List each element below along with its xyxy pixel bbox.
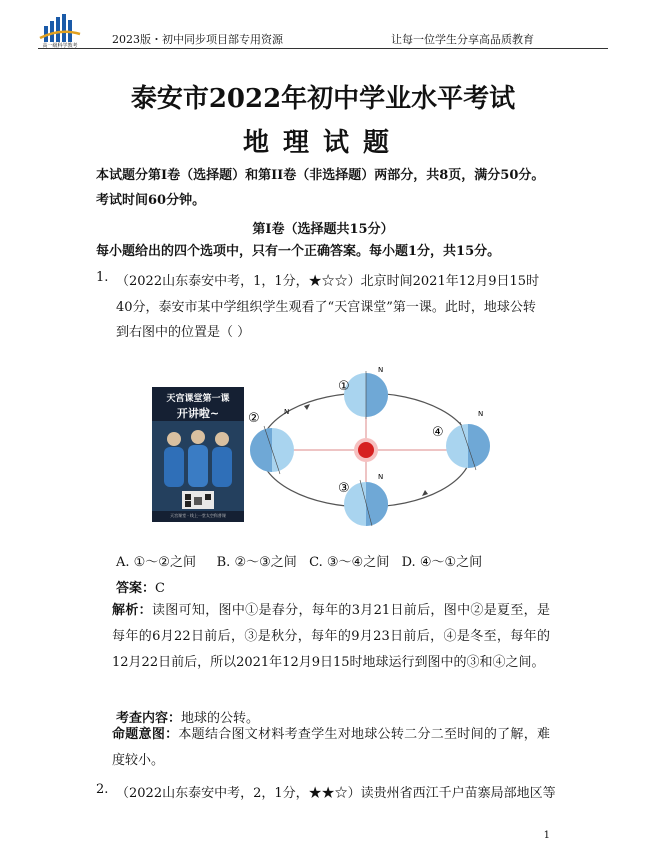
- photo-footer: 天宫课堂 · 线上一堂太空科普课: [170, 513, 226, 518]
- analysis-text: 读图可知，图中①是春分，每年的3月21日前后，图中②是夏至，是每年的6月22日前后，③是秋分，每年的9月23日前后，④是冬至，每年的12月22日前后，所以2021年12月9日15时地球运行到图中的③和④之间。: [112, 603, 550, 670]
- answer-value: C: [155, 581, 165, 596]
- page-number: 1: [543, 830, 550, 841]
- analysis-label: 解析：: [112, 603, 152, 618]
- q1-line1: （2022山东泰安中考，1，1分，★☆☆）北京时间2021年12月9日15时: [116, 274, 540, 289]
- q1-number: 1.: [96, 270, 109, 285]
- q1-options: A. ①～②之间 B. ②～③之间 C. ③～④之间 D. ④～①之间: [116, 555, 483, 570]
- content-text: 地球的公转。: [181, 711, 260, 726]
- orbit-label-1: ①: [338, 379, 350, 394]
- header-divider: [38, 48, 608, 49]
- earth-orbit-diagram: [244, 366, 500, 526]
- section-instruction: 每小题给出的四个选项中，只有一个正确答案。每小题1分，共15分。: [96, 244, 501, 259]
- earth-position-3: [344, 480, 388, 526]
- q2-number: 2.: [96, 782, 109, 797]
- earth-position-4: [446, 422, 490, 470]
- content-label: 考查内容：: [116, 711, 182, 726]
- q1-line3: 到右图中的位置是（ ）: [116, 325, 251, 340]
- north-label-4: N: [478, 410, 484, 418]
- north-label-3: N: [378, 473, 384, 481]
- intent-label: 命题意图：: [112, 727, 179, 742]
- header-right-text: 让每一位学生分享高品质教育: [391, 33, 534, 46]
- q1-line2: 40分，泰安市某中学组织学生观看了“天宫课堂”第一课。此时，地球公转: [116, 300, 536, 315]
- photo-banner: 天宫课堂第一课: [166, 394, 230, 404]
- header-left-text: 2023版・初中同步项目部专用资源: [112, 33, 283, 46]
- astronauts-image: [152, 421, 244, 511]
- tiangong-class-photo: [152, 387, 244, 522]
- orbit-label-2: ②: [248, 411, 260, 426]
- page-header: [0, 0, 646, 52]
- earth-position-1: [344, 371, 388, 419]
- q1-answer: [116, 577, 165, 596]
- north-label-2: N: [284, 408, 290, 416]
- intent-text: 本题结合图文材料考查学生对地球公转二分二至时间的了解，难度较小。: [112, 727, 550, 768]
- earth-position-2: [250, 426, 294, 474]
- q1-intent: [112, 722, 550, 774]
- orbit-label-3: ③: [338, 481, 350, 496]
- orbit-label-4: ④: [432, 425, 444, 440]
- q1-analysis: [112, 598, 550, 676]
- q2-line1: （2022山东泰安中考，2，1分，★★☆）读贵州省西江千户苗寨局部地区等: [116, 786, 556, 801]
- north-label-1: N: [378, 366, 384, 374]
- intro-line2: 考试时间60分钟。: [96, 193, 206, 208]
- photo-banner2: 开讲啦~: [176, 407, 220, 420]
- intro-line1: 本试题分第I卷（选择题）和第II卷（非选择题）两部分，共8页，满分50分。: [96, 168, 545, 183]
- exam-title: 泰安市2022年初中学业水平考试: [130, 84, 516, 114]
- logo-text: 高一级科学教考: [42, 43, 78, 49]
- section-heading: 第I卷（选择题共15分）: [252, 222, 394, 237]
- answer-label: 答案：: [116, 581, 156, 596]
- exam-subtitle: 地理试题: [242, 128, 403, 158]
